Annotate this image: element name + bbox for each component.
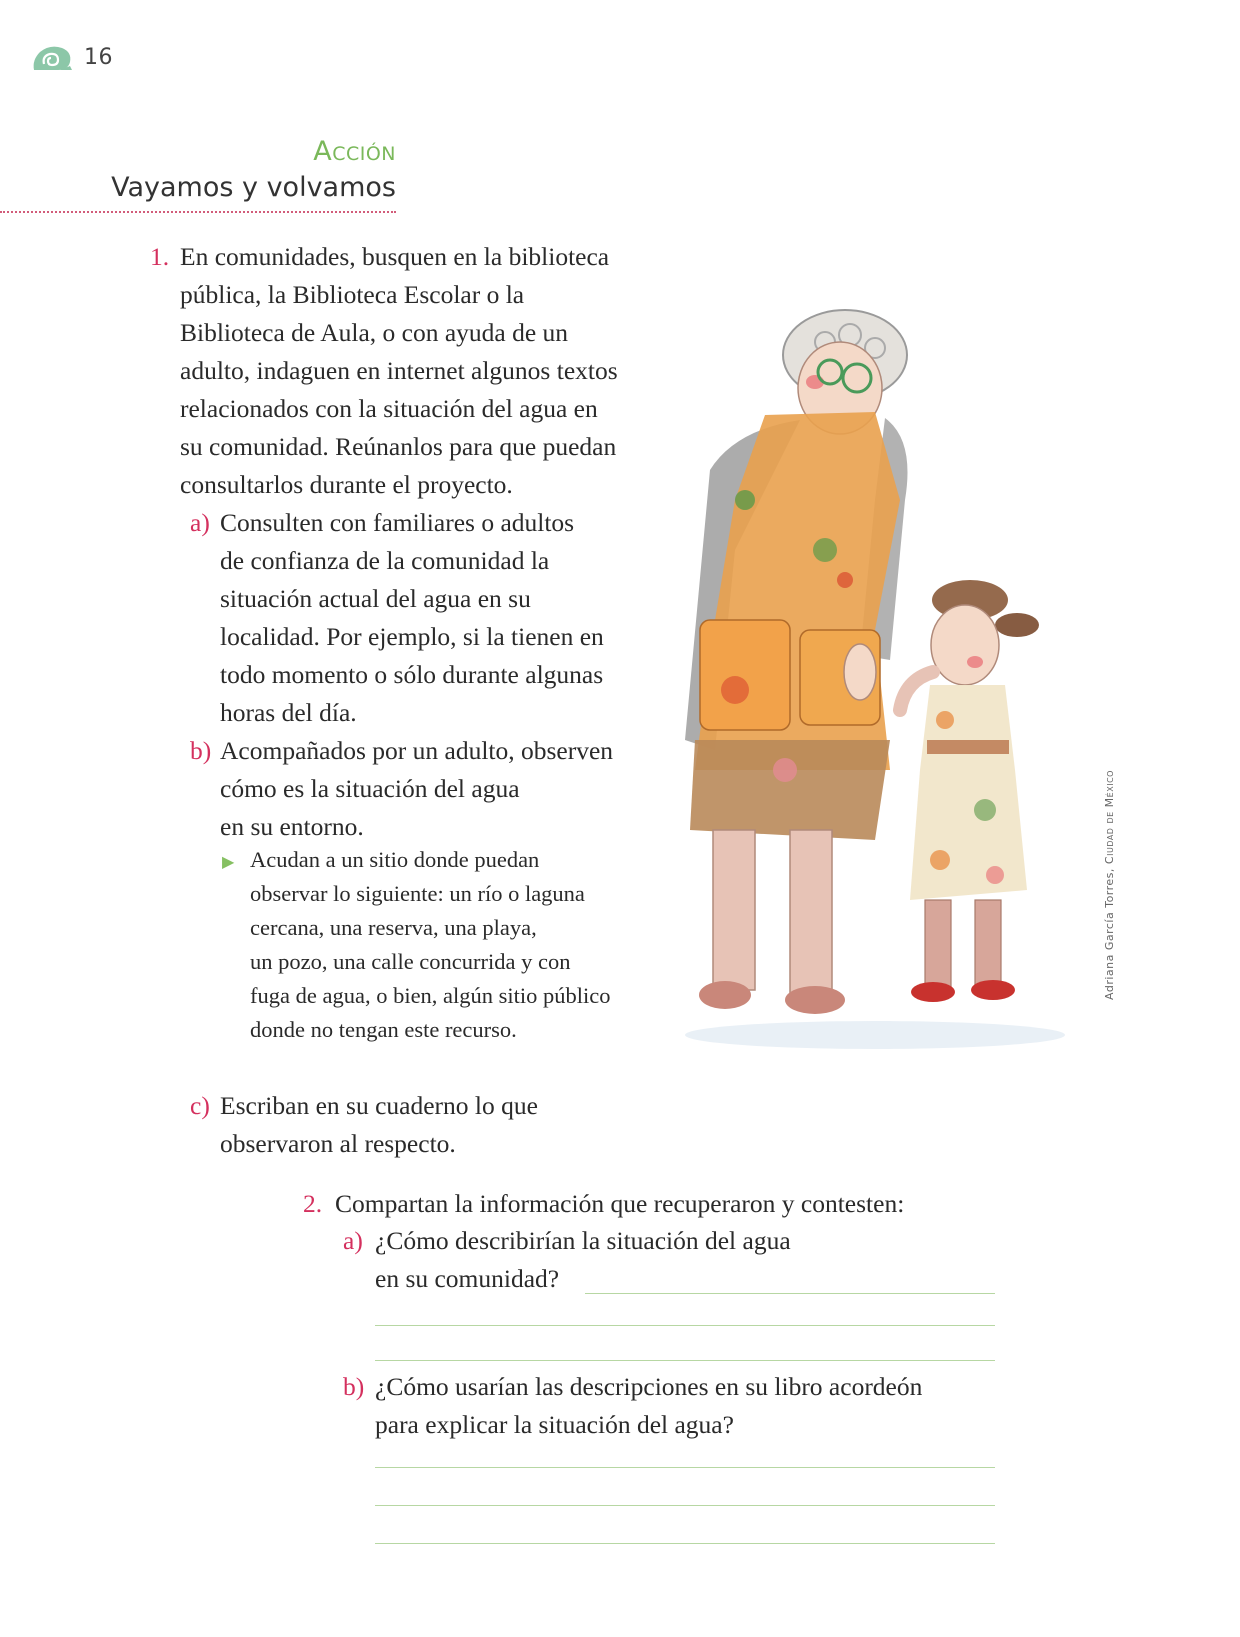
page-header bbox=[30, 40, 113, 74]
text-line: Consulten con familiares o adultos bbox=[220, 508, 575, 537]
question-b-marker: b) bbox=[343, 1372, 365, 1401]
snail-spiral-icon bbox=[30, 40, 74, 74]
text-line: cercana, una reserva, una playa, bbox=[250, 915, 537, 940]
answer-line[interactable] bbox=[375, 1543, 995, 1544]
text-line: ¿Cómo describirían la situación del agua bbox=[375, 1226, 791, 1255]
text-line: en su entorno. bbox=[220, 812, 364, 841]
item-a-marker: a) bbox=[190, 508, 210, 537]
section-title: Vayamos y volvamos bbox=[111, 172, 396, 203]
text-line: donde no tengan este recurso. bbox=[250, 1017, 517, 1042]
item-a-text bbox=[220, 504, 604, 732]
text-line: su comunidad. Reúnanlos para que puedan bbox=[180, 432, 617, 461]
bullet-text bbox=[250, 843, 611, 1047]
text-line: situación actual del agua en su bbox=[220, 584, 531, 613]
activity2-number: 2. bbox=[303, 1189, 323, 1218]
answer-line[interactable] bbox=[375, 1505, 995, 1506]
text-line: localidad. Por ejemplo, si la tienen en bbox=[220, 622, 604, 651]
text-line: todo momento o sólo durante algunas bbox=[220, 660, 604, 689]
text-line: fuga de agua, o bien, algún sitio público bbox=[250, 983, 611, 1008]
text-line: Biblioteca de Aula, o con ayuda de un bbox=[180, 318, 569, 347]
text-line: horas del día. bbox=[220, 698, 357, 727]
text-line: consultarlos durante el proyecto. bbox=[180, 470, 513, 499]
item-c-marker: c) bbox=[190, 1091, 210, 1120]
item-b-marker: b) bbox=[190, 736, 212, 765]
text-line: En comunidades, busquen en la biblioteca bbox=[180, 242, 610, 271]
text-line: Escriban en su cuaderno lo que bbox=[220, 1091, 538, 1120]
text-line: Acudan a un sitio donde puedan bbox=[250, 847, 540, 872]
question-a-marker: a) bbox=[343, 1226, 363, 1255]
text-line: Acompañados por un adulto, observen bbox=[220, 736, 614, 765]
triangle-bullet-icon: ▶ bbox=[222, 854, 235, 871]
page-number: 16 bbox=[84, 44, 113, 70]
text-line: pública, la Biblioteca Escolar o la bbox=[180, 280, 525, 309]
credit-place: Ciudad de México bbox=[1103, 770, 1116, 865]
credit-name: Adriana García Torres, bbox=[1103, 868, 1116, 1000]
answer-line[interactable] bbox=[585, 1293, 995, 1294]
activity2-intro: Compartan la información que recuperaron y contesten: bbox=[335, 1189, 905, 1218]
text-line: adulto, indaguen en internet algunos textos bbox=[180, 356, 618, 385]
activity1-text bbox=[180, 238, 618, 504]
text-line: observar lo siguiente: un río o laguna bbox=[250, 881, 585, 906]
text-line: ¿Cómo usarían las descripciones en su libro acordeón bbox=[375, 1372, 923, 1401]
question-a-text bbox=[375, 1222, 791, 1298]
section-label: Acción bbox=[313, 136, 396, 167]
activity1-number: 1. bbox=[150, 242, 170, 271]
grandmother-and-girl-watercolor-illustration bbox=[675, 300, 1095, 1060]
answer-line[interactable] bbox=[375, 1467, 995, 1468]
item-b-text bbox=[220, 732, 613, 846]
text-line: cómo es la situación del agua bbox=[220, 774, 520, 803]
grandmother-figure bbox=[685, 310, 908, 1014]
text-line: de confianza de la comunidad la bbox=[220, 546, 550, 575]
text-line: en su comunidad? bbox=[375, 1264, 560, 1293]
item-c-text bbox=[220, 1087, 538, 1163]
section-divider bbox=[0, 211, 396, 213]
girl-figure bbox=[900, 580, 1039, 1002]
text-line: observaron al respecto. bbox=[220, 1129, 456, 1158]
text-line: para explicar la situación del agua? bbox=[375, 1410, 734, 1439]
question-b-text bbox=[375, 1368, 922, 1444]
text-line: un pozo, una calle concurrida y con bbox=[250, 949, 571, 974]
illustration-credit bbox=[1103, 770, 1116, 1000]
answer-line[interactable] bbox=[375, 1325, 995, 1326]
text-line: relacionados con la situación del agua en bbox=[180, 394, 598, 423]
answer-line[interactable] bbox=[375, 1360, 995, 1361]
